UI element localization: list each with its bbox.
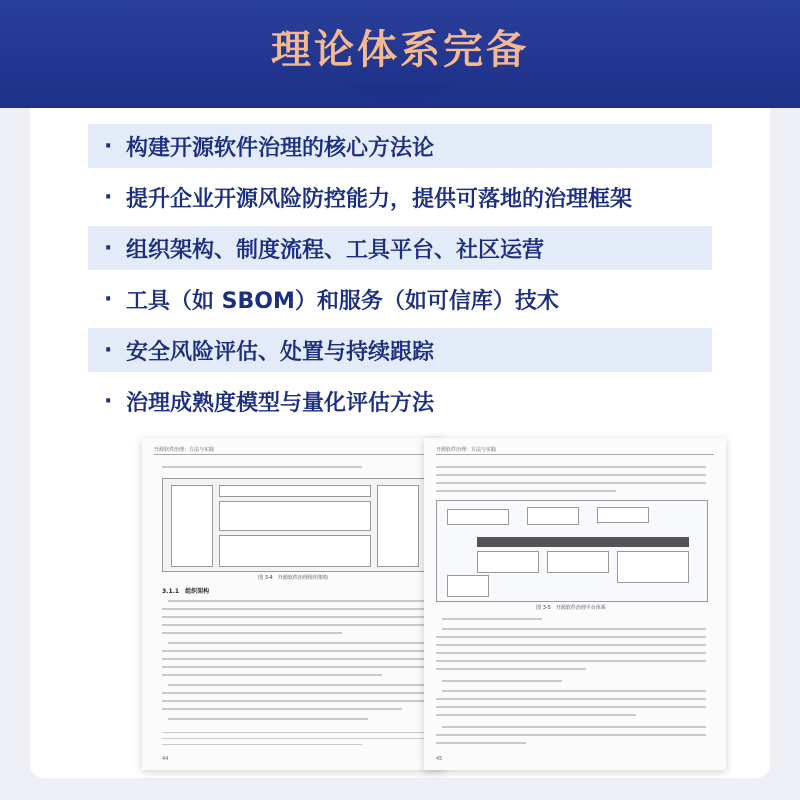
bullet-marker: · bbox=[104, 235, 113, 261]
footnote-line bbox=[162, 732, 424, 733]
text-line bbox=[436, 652, 706, 654]
text-line bbox=[162, 608, 424, 610]
bullet-item bbox=[88, 175, 712, 219]
text-line bbox=[168, 718, 368, 720]
text-line bbox=[436, 698, 706, 700]
figure-caption: 图 3-4 开源软件治理组织架构 bbox=[258, 575, 328, 581]
text-line bbox=[442, 690, 706, 692]
text-line bbox=[162, 708, 402, 710]
platform-diagram bbox=[436, 500, 708, 602]
text-line bbox=[442, 680, 562, 682]
bullet-item bbox=[88, 379, 712, 423]
figure-caption: 图 3-5 开源软件治理平台体系 bbox=[536, 605, 606, 611]
text-line bbox=[442, 726, 706, 728]
bullet-marker: · bbox=[104, 286, 113, 312]
text-line bbox=[436, 636, 706, 638]
header-rule bbox=[436, 454, 714, 455]
bullet-marker: · bbox=[104, 388, 113, 414]
text-line bbox=[162, 692, 424, 694]
running-head: 开源软件治理：方法与实践 bbox=[154, 447, 215, 453]
figure-block bbox=[447, 575, 489, 597]
text-line bbox=[162, 700, 424, 702]
bullet-text: 组织架构、制度流程、工具平台、社区运营 bbox=[126, 237, 545, 263]
text-line bbox=[162, 466, 362, 468]
text-line bbox=[436, 714, 636, 716]
text-line bbox=[436, 706, 706, 708]
text-line bbox=[436, 734, 706, 736]
text-line bbox=[168, 600, 424, 602]
book-page-right bbox=[424, 438, 726, 770]
footnote-line bbox=[162, 744, 362, 745]
text-line bbox=[436, 466, 706, 468]
figure-bar bbox=[477, 537, 689, 547]
text-line bbox=[436, 660, 706, 662]
bullet-marker: · bbox=[104, 337, 113, 363]
text-line bbox=[168, 642, 424, 644]
text-line bbox=[442, 628, 706, 630]
text-line bbox=[436, 668, 586, 670]
text-line bbox=[162, 674, 382, 676]
text-line bbox=[442, 618, 542, 620]
figure-block bbox=[547, 551, 609, 573]
header-rule bbox=[154, 454, 432, 455]
page-number: 45 bbox=[436, 756, 443, 762]
bullet-item bbox=[88, 124, 712, 168]
figure-block bbox=[219, 535, 371, 567]
figure-block bbox=[527, 507, 579, 525]
bullet-text: 安全风险评估、处置与持续跟踪 bbox=[126, 339, 435, 365]
text-line bbox=[436, 482, 706, 484]
footnote-line bbox=[162, 738, 424, 739]
running-head: 开源软件治理：方法与实践 bbox=[436, 447, 497, 453]
bullet-item bbox=[88, 277, 712, 321]
bullet-marker: · bbox=[104, 133, 113, 159]
text-line bbox=[162, 666, 424, 668]
bullet-item bbox=[88, 328, 712, 372]
bullet-marker: · bbox=[104, 184, 113, 210]
figure-block bbox=[477, 551, 539, 573]
figure-block bbox=[597, 507, 649, 523]
book-page-left bbox=[142, 438, 444, 770]
bullet-text: 工具（如 SBOM）和服务（如可信库）技术 bbox=[126, 288, 559, 314]
text-line bbox=[162, 624, 424, 626]
figure-block bbox=[617, 551, 689, 583]
text-line bbox=[168, 684, 424, 686]
org-chart-figure bbox=[162, 478, 426, 572]
text-line bbox=[162, 650, 424, 652]
figure-block bbox=[219, 501, 371, 531]
bullet-item bbox=[88, 226, 712, 270]
text-line bbox=[162, 658, 424, 660]
section-heading: 3.1.1 组织架构 bbox=[162, 588, 210, 595]
banner-notch bbox=[345, 84, 455, 108]
page-title: 理论体系完备 bbox=[271, 27, 529, 73]
bullet-text: 治理成熟度模型与量化评估方法 bbox=[126, 390, 435, 416]
text-line bbox=[436, 490, 616, 492]
text-line bbox=[436, 742, 526, 744]
text-line bbox=[436, 474, 706, 476]
text-line bbox=[162, 616, 424, 618]
bullet-text: 构建开源软件治理的核心方法论 bbox=[126, 135, 435, 161]
bullet-list bbox=[88, 124, 712, 430]
figure-block bbox=[219, 485, 371, 497]
text-line bbox=[436, 644, 706, 646]
text-line bbox=[162, 632, 342, 634]
figure-block bbox=[447, 509, 509, 525]
bullet-text: 提升企业开源风险防控能力，提供可落地的治理框架 bbox=[126, 186, 633, 212]
page-number: 44 bbox=[162, 756, 169, 762]
figure-block bbox=[171, 485, 213, 567]
figure-block bbox=[377, 485, 419, 567]
